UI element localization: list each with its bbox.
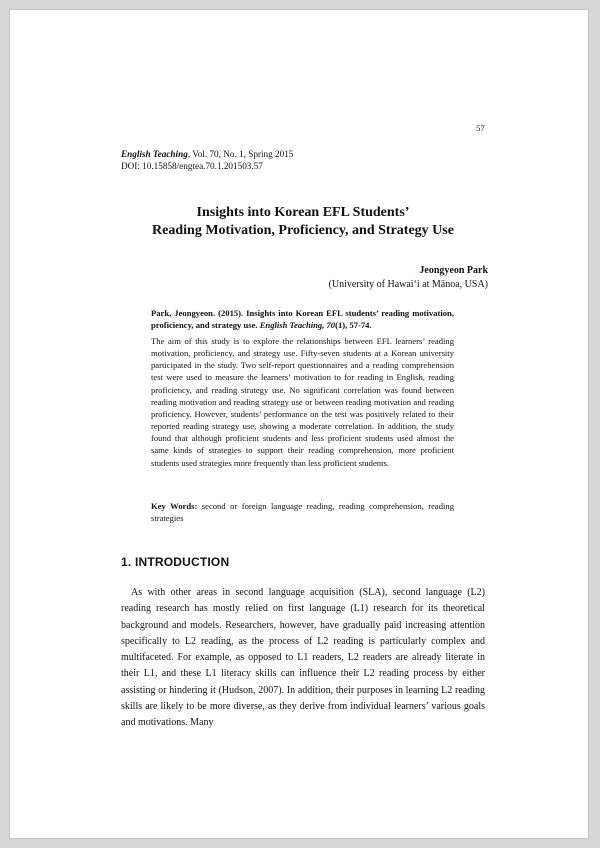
- journal-info: [121, 148, 421, 172]
- journal-citation-line: [121, 148, 421, 160]
- abstract: The aim of this study is to explore the relationships between EFL learners’ reading motivation, proficiency, and strategy use. Fifty-seven students at a Korean university participated in the study. Two self-report questionnaires and a reading comprehension test were used to measure the learners’ motivation to for reading in English, reading proficiency, and reading strategy use. No significant correlation was found between reading motivation and reading strategy use or between reading motivation and reading proficiency. However, students’ performance on the test was positively related to their reported reading strategy use, showing a moderate correlation. In addition, the study found that although proficient students and less proficient students used almost the same kinds of strategies to support their reading comprehension, more proficient students used strategies more frequently than less proficient students.: [151, 336, 454, 468]
- keywords-text: second or foreign language reading, reading comprehension, reading strategies: [151, 501, 454, 523]
- author-name: Jeongyeon Park: [419, 265, 488, 276]
- title-line-1: Insights into Korean EFL Students’: [196, 205, 410, 220]
- doi: DOI: 10.15858/engtea.70.1.201503.57: [121, 161, 263, 171]
- citation: [151, 307, 454, 331]
- section-heading: 1. INTRODUCTION: [121, 555, 230, 569]
- journal-volume-info: , Vol. 70, No. 1, Spring 2015: [187, 149, 294, 159]
- citation-issue-pages: (1), 57-74.: [335, 320, 372, 330]
- body-paragraph: As with other areas in second language acquisition (SLA), second language (L2) reading research has mostly relied on first language (L1) research for its theoretical background and models. Researchers, however, have gradually paid increasing attention specifically to L2 reading, as the process of L2 reading is particularly complex and multifaceted. For example, as opposed to L1 readers, L2 readers are already literate in their L1, and these L1 literacy skills can influence their L2 reading process by either assisting or hindering it (Hudson, 2007). In addition, their purposes in learning L2 reading skills are likely to be more diverse, as they derive from individual learners’ various goals and motivations. Many: [121, 587, 485, 729]
- keywords-label: Key Words:: [151, 501, 198, 511]
- citation-journal: English Teaching, 70: [259, 320, 336, 330]
- journal-name: English Teaching: [121, 149, 188, 159]
- author-affiliation: (University of Hawai‘i at Mānoa, USA): [328, 279, 488, 290]
- author-block: [329, 264, 488, 292]
- keywords: [151, 500, 454, 524]
- citation-text: Park, Jeongyeon. (2015). Insights into Korean EFL students’ reading motivation, proficiency, and strategy use.: [151, 308, 454, 330]
- paper-title: [121, 204, 485, 240]
- title-line-2: Reading Motivation, Proficiency, and Strategy Use: [152, 223, 454, 238]
- page-number: 57: [476, 123, 485, 133]
- document-page: [9, 9, 589, 839]
